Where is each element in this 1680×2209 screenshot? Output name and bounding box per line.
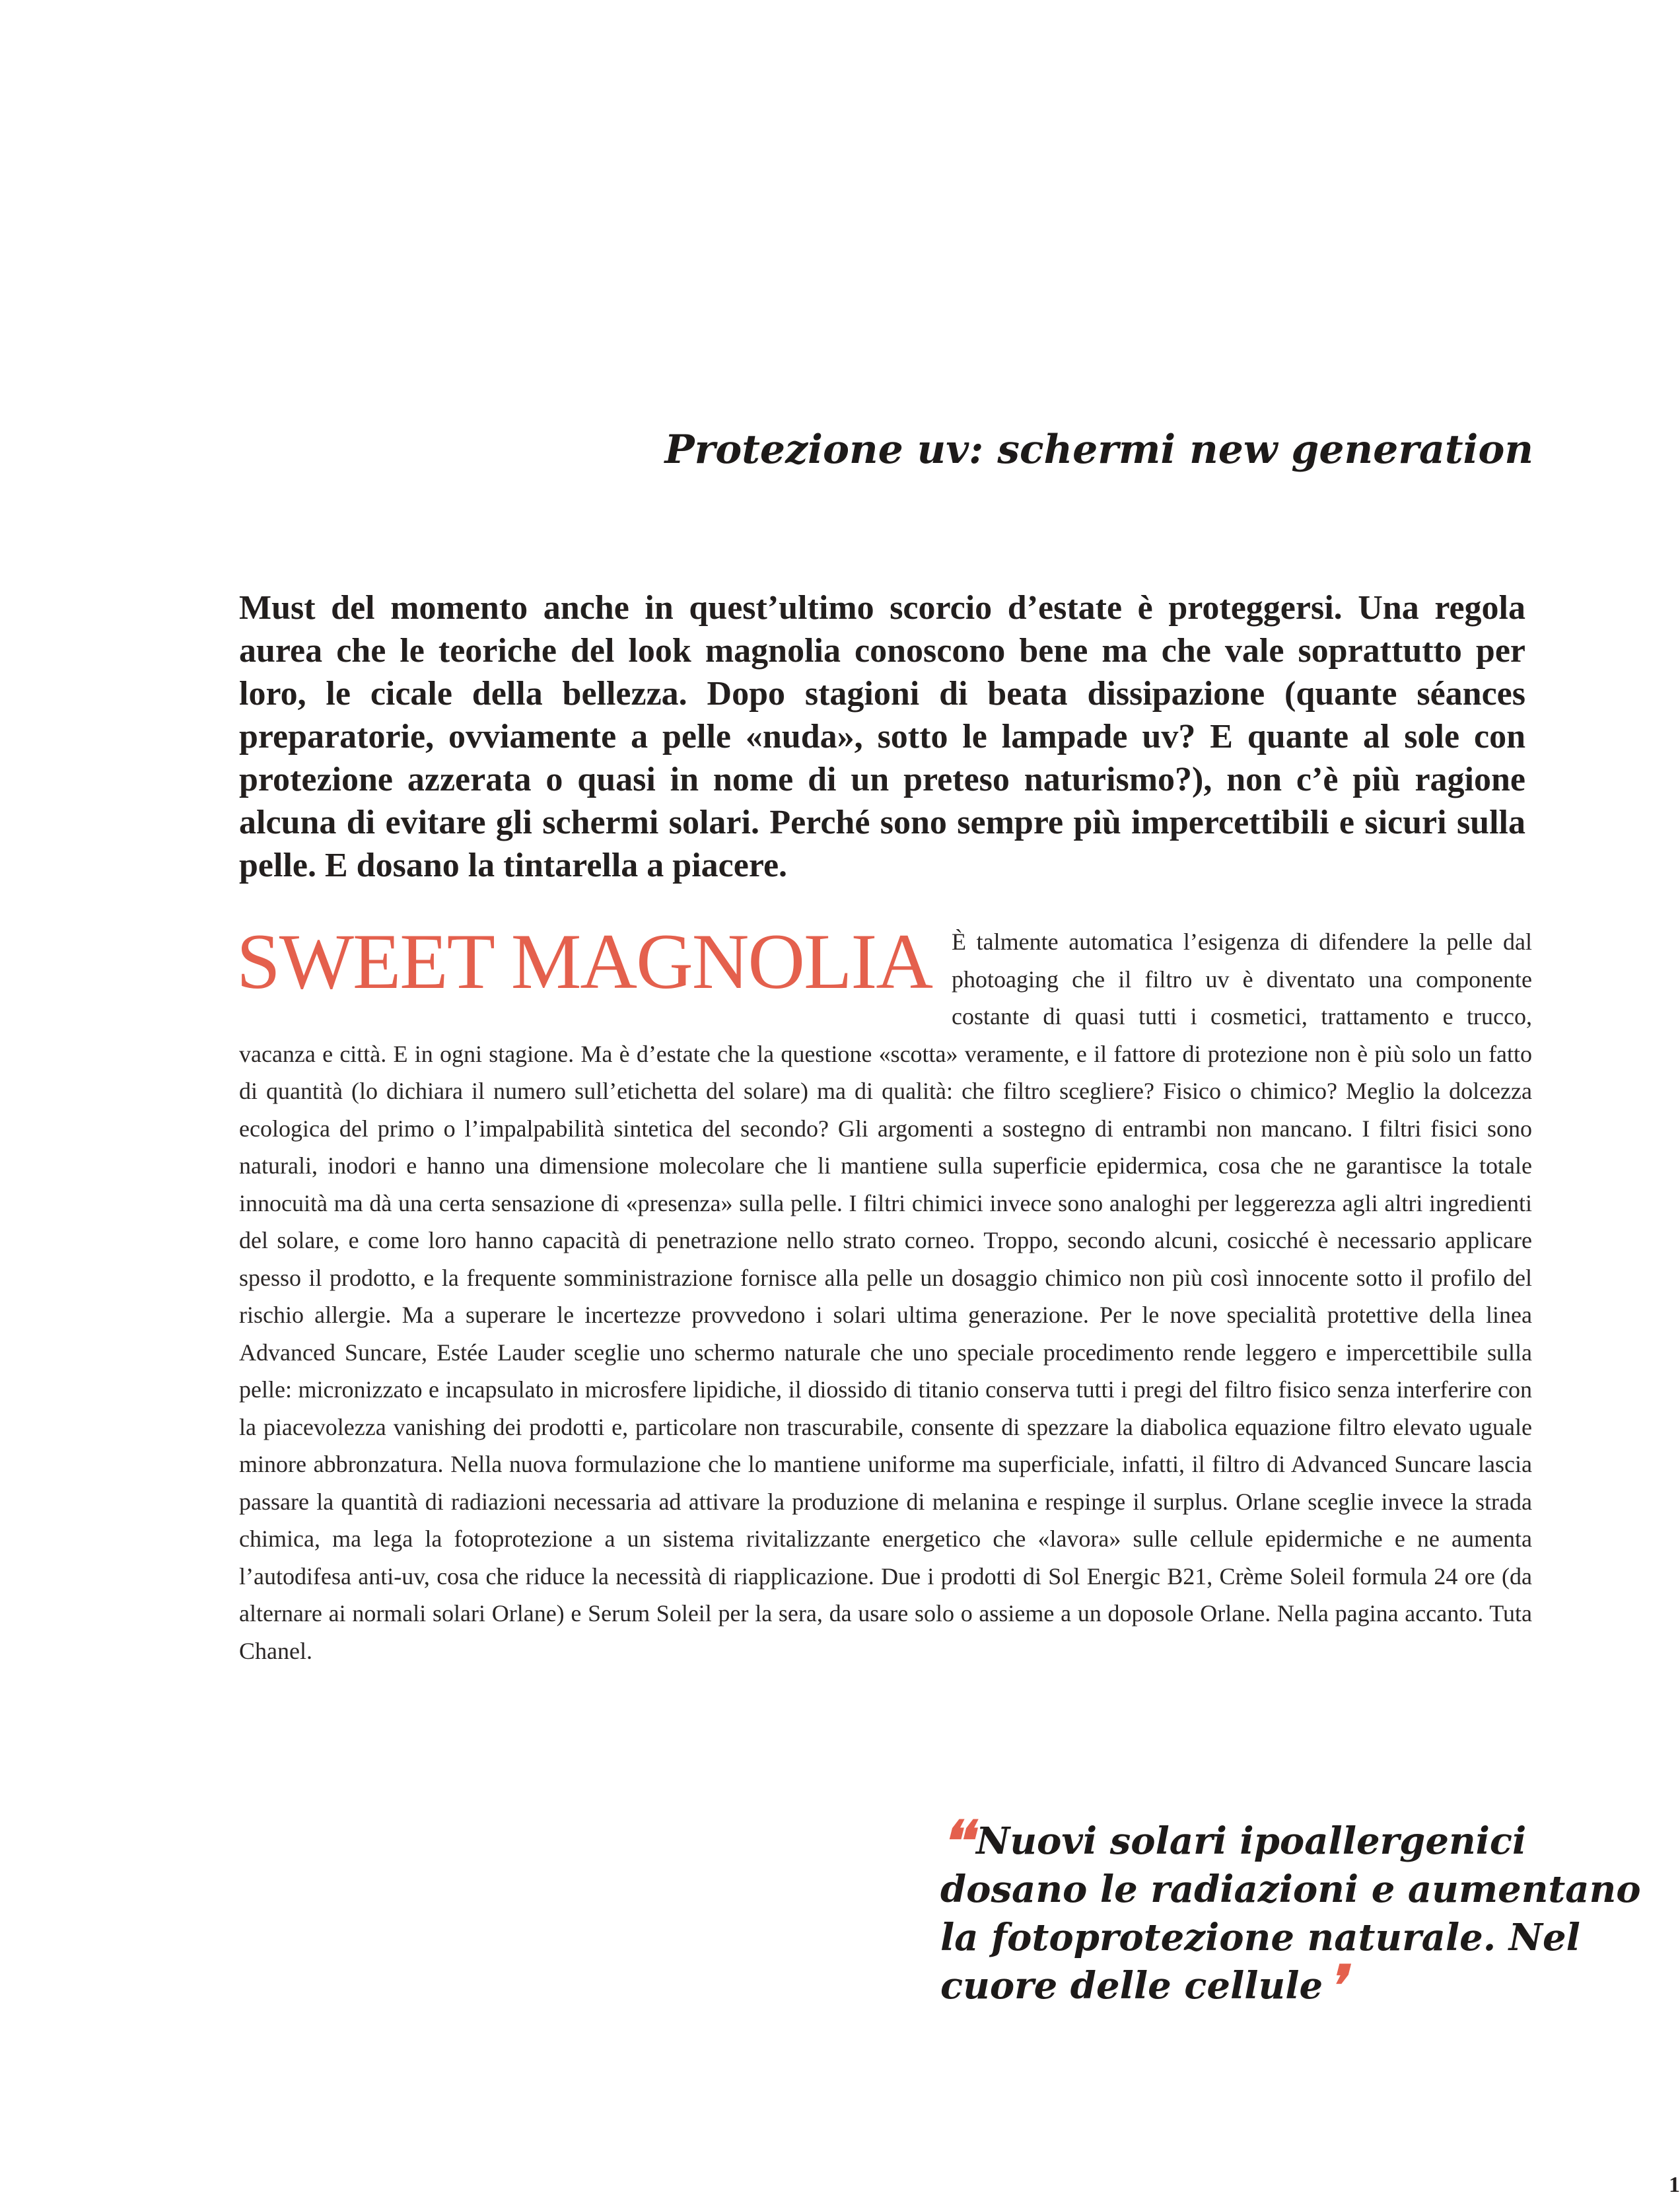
open-quote-icon: ❛❛ (940, 1808, 969, 1874)
pull-quote (940, 1808, 1673, 2018)
article-headline: Protezione uv: schermi new generation (664, 427, 1533, 473)
page-number: 1 (1669, 2173, 1680, 2197)
pull-quote-text: Nuovi solari ipoallergenici dosano le radiazioni e aumentano la fotoprotezione naturale. Nel cuore delle cellule (940, 1819, 1641, 2008)
lead-paragraph: Must del momento anche in quest’ultimo scorcio d’estate è proteggersi. Una regola aurea che le teoriche del look magnolia conoscono bene ma che vale soprattutto per loro, le cicale della bellezza. Dopo stagioni di beata dissipazione (quante séances preparatorie, ovviamente a pelle «nuda», sotto le lampade uv? E quante al sole con protezione azzerata o quasi in nome di un preteso naturismo?), non c’è più ragione alcuna di evitare gli schermi solari. Perché sono sempre più impercettibili e sicuri sulla pelle. E dosano la tintarella a piacere. (239, 589, 1525, 884)
article-body (236, 917, 1532, 1669)
close-quote-icon: ❜ (1327, 1953, 1345, 2018)
body-text: È talmente automatica l’esigenza di difendere la pelle dal photoaging che il filtro uv è diventato una componente costante di quasi tutti i cosmetici, trattamento e trucco, vacanza e città. E in ogni stagione. Ma è d’estate che la questione «scotta» veramente, e il fattore di protezione non è più solo un fatto di quantità (lo dichiara il numero sull’etichetta del solare) ma di qualità: che filtro scegliere? Fisico o chimico? Meglio la dolcezza ecologica del primo o l’impalpabilità sintetica del secondo? Gli argomenti a sostegno di entrambi non mancano. I filtri fisici sono naturali, inodori e hanno una dimensione molecolare che li mantiene sulla superficie epidermica, cosa che ne garantisce la totale innocuità ma dà una certa sensazione di «presenza» sulla pelle. I filtri chimici invece sono analoghi per leggerezza agli altri ingredienti del solare, e come loro hanno capacità di penetrazione nello strato corneo. Troppo, secondo alcuni, cosicché è necessario applicare spesso il prodotto, e la frequente somministrazione fornisce alla pelle un dosaggio chimico non più così innocente sotto il profilo del rischio allergie. Ma a superare le incertezze provvedono i solari ultima generazione. Per le nove specialità protettive della linea Advanced Suncare, Estée Lauder sceglie uno schermo naturale che uno speciale procedimento rende leggero e impercettibile sulla pelle: micronizzato e incapsulato in microsfere lipidiche, il diossido di titanio conserva tutti i pregi del filtro fisico senza interferire con la piacevolezza vanishing dei prodotti e, particolare non trascurabile, consente di spezzare la diabolica equazione filtro elevato uguale minore abbronzatura. Nella nuova formulazione che lo mantiene uniforme ma superficiale, infatti, il filtro di Advanced Suncare lascia passare la quantità di radiazioni necessaria ad attivare la produzione di melanina e respinge il surplus. Orlane sceglie invece la strada chimica, ma lega la fotoprotezione a un sistema rivitalizzante energetico che «lavora» sulle cellule epidermiche e ne aumenta l’autodifesa anti-uv, cosa che riduce la necessità di riapplicazione. Due i prodotti di Sol Energic B21, Crème Soleil formula 24 ore (da alternare ai normali solari Orlane) e Serum Soleil per la sera, da usare solo o assieme a un doposole Orlane. Nella pagina accanto. Tuta Chanel. (239, 929, 1532, 1664)
section-title: SWEET MAGNOLIA (236, 917, 932, 1005)
